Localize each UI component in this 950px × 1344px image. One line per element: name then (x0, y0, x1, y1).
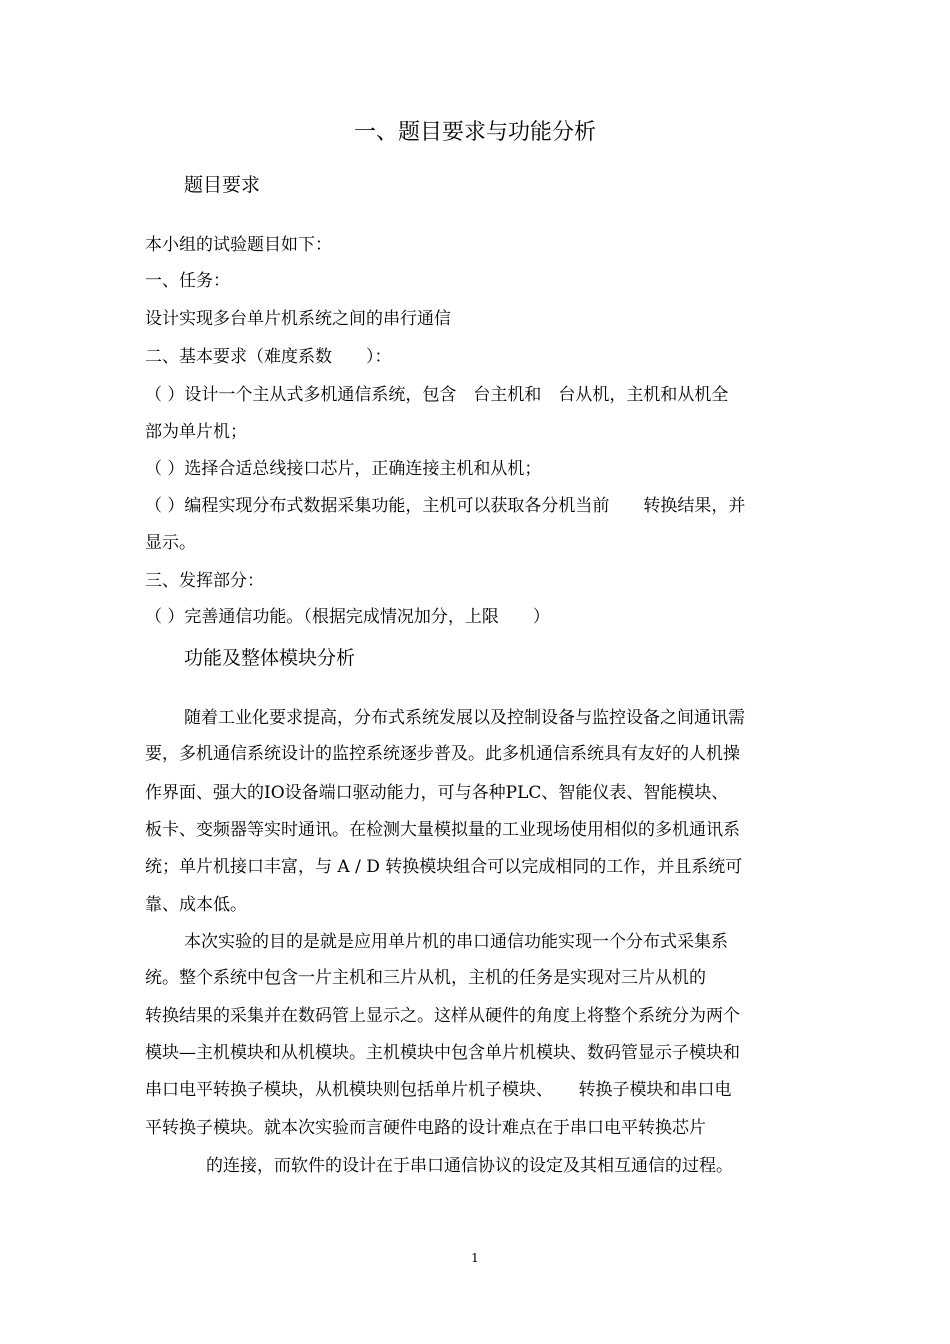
paragraph-line: 本次实验的目的是就是应用单片机的串口通信功能实现一个分布式采集系 (184, 932, 728, 952)
paragraph-line: 显示。 (145, 533, 196, 553)
paragraph-line: 平转换子模块。就本次实验而言硬件电路的设计难点在于串口电平转换芯片 (145, 1118, 706, 1138)
page-title: 一、题目要求与功能分析 (353, 120, 596, 145)
paragraph-line: 随着工业化要求提高，分布式系统发展以及控制设备与监控设备之间通讯需 (184, 708, 745, 728)
paragraph-line: 模块—主机模块和从机模块。主机模块中包含单片机模块、数码管显示子模块和 (145, 1043, 740, 1063)
paragraph-line: （ ）选择合适总线接口芯片，正确连接主机和从机； (145, 459, 542, 479)
paragraph-line: 统；单片机接口丰富，与 A / D 转换模块组合可以完成相同的工作，并且系统可 (145, 857, 743, 877)
paragraph-line: 二、基本要求（难度系数 ）： (145, 347, 392, 367)
paragraph-line: 板卡、变频器等实时通讯。在检测大量模拟量的工业现场使用相似的多机通讯系 (145, 820, 740, 840)
page-number: 1 (471, 1251, 479, 1265)
paragraph-line: （ ）编程实现分布式数据采集功能，主机可以获取各分机当前 转换结果，并 (145, 496, 746, 516)
paragraph-line: （ ）完善通信功能。（根据完成情况加分，上限 ） (145, 607, 550, 627)
section-heading-analysis: 功能及整体模块分析 (184, 647, 356, 669)
paragraph-line: 转换结果的采集并在数码管上显示之。这样从硬件的角度上将整个系统分为两个 (145, 1006, 740, 1026)
paragraph-line: 的连接，而软件的设计在于串口通信协议的设定及其相互通信的过程。 (206, 1156, 733, 1176)
paragraph-line: 串口电平转换子模块，从机模块则包括单片机子模块、 转换子模块和串口电 (145, 1080, 732, 1100)
paragraph-line: 设计实现多台单片机系统之间的串行通信 (145, 309, 451, 329)
section-heading-requirements: 题目要求 (184, 174, 261, 196)
paragraph-line: （ ）设计一个主从式多机通信系统，包含 台主机和 台从机，主机和从机全 (145, 385, 729, 405)
paragraph-line: 靠、成本低。 (145, 895, 247, 915)
paragraph-line: 三、发挥部分： (145, 571, 264, 591)
paragraph-line: 部为单片机； (145, 422, 247, 442)
paragraph-line: 统。整个系统中包含一片主机和三片从机，主机的任务是实现对三片从机的 (145, 968, 706, 988)
paragraph-line: 一、任务： (145, 271, 230, 291)
paragraph-line: 作界面、强大的IO设备端口驱动能力，可与各种PLC、智能仪表、智能模块、 (145, 783, 729, 803)
paragraph-line: 本小组的试验题目如下： (145, 235, 332, 255)
paragraph-line: 要，多机通信系统设计的监控系统逐步普及。此多机通信系统具有友好的人机操 (145, 744, 740, 764)
